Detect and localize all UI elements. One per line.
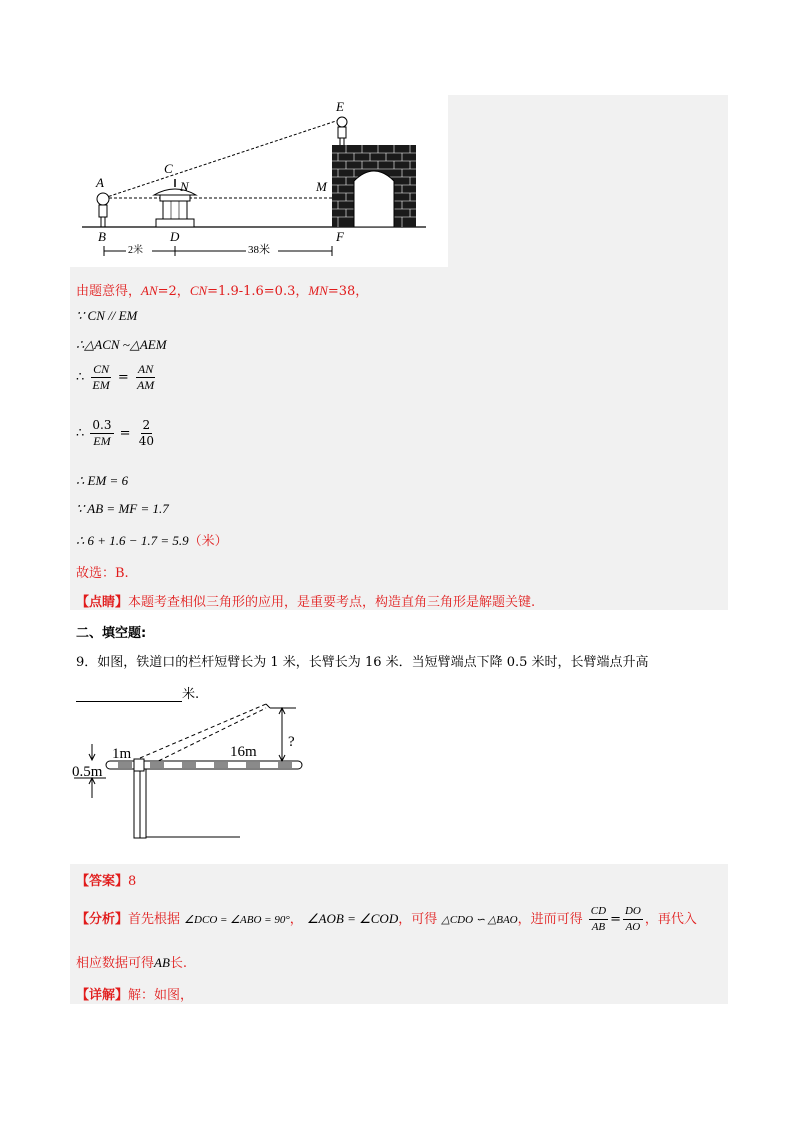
label-a: A	[96, 175, 104, 190]
question9-line2: 米.	[76, 683, 199, 702]
fig2-unknown-label: ?	[288, 734, 295, 750]
label-f: F	[336, 229, 344, 244]
analysis-line2: 相应数据可得AB长.	[76, 955, 188, 971]
person-e-figure	[337, 117, 347, 145]
brick-wall-figure	[332, 145, 416, 227]
label-m: M	[316, 179, 327, 194]
solution-comment: 【点睛】本题考查相似三角形的应用，是重要考点，构造直角三角形是解题关键.	[76, 595, 536, 610]
label-e: E	[336, 99, 344, 114]
dim-bd-label: 2米	[128, 245, 143, 256]
label-n: N	[180, 179, 189, 194]
label-b: B	[98, 229, 106, 244]
analysis-line1: 【分析】首先根据 ∠DCO = ∠ABO = 90°， ∠AOB = ∠COD，可得 △CDO ∽ △BAO，进而可得 $\frac{CD}{AB}$ = $\frac{DO}{AO}$ ，再代入	[76, 905, 697, 933]
solution-step7: ∴ 6 + 1.6 − 1.7 = 5.9（米）	[76, 533, 228, 549]
fig2-drop-label: 0.5m	[72, 764, 103, 780]
figure1-diagram	[70, 95, 448, 267]
question9-line1: 9．如图，铁道口的栏杆短臂长为 1 米，长臂长为 16 米．当短臂端点下降 0.5 米时，长臂端点升高	[76, 655, 649, 670]
solution-step6: ∵ AB = MF = 1.7	[76, 501, 169, 516]
dim-df-label: 38米	[248, 244, 270, 256]
solution-step1: ∵ CN // EM	[76, 308, 138, 323]
fig2-short-arm-label: 1m	[112, 746, 132, 762]
detail-line: 【详解】解：如图，	[76, 988, 194, 1003]
answer-line: 【答案】8	[76, 874, 137, 889]
solution-given: 由题意得，AN=2，CN=1.9-1.6=0.3，MN=38，	[76, 283, 369, 299]
fig2-long-arm-label: 16m	[230, 744, 257, 760]
label-d: D	[170, 229, 180, 244]
solution-step4: ∴ $\frac{0.3}{EM}$ = $\frac{2}{40}$	[76, 418, 154, 448]
solution-step5: ∴ EM = 6	[76, 473, 129, 488]
solution-step3: ∴ $\frac{CN}{EM}$ = $\frac{AN}{AM}$	[76, 362, 155, 392]
solution-choice: 故选：B.	[76, 566, 129, 581]
pavilion-figure	[154, 179, 196, 227]
person-a-figure	[97, 193, 109, 227]
solution-step2: ∴△ACN ~△AEM	[76, 337, 167, 352]
section-title: 二、填空题:	[76, 626, 147, 641]
figure2-diagram	[70, 700, 310, 840]
label-c: C	[164, 161, 173, 176]
